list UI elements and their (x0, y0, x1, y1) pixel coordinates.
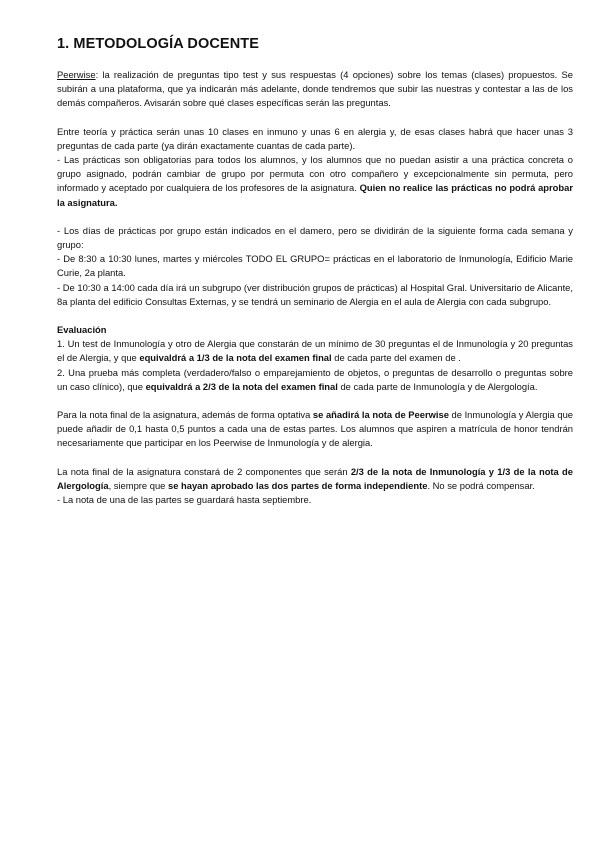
evaluacion-item-2 (57, 366, 573, 394)
teoria-paragraph: Entre teoría y práctica serán unas 10 clases en inmuno y unas 6 en alergia y, de esas clases habrá que hacer unas 3 preguntas de cada parte (ya dirán exactamente cuantas de cada parte). (57, 125, 573, 151)
nota-final-paragraph (57, 465, 573, 493)
page-title: 1. METODOLOGÍA DOCENTE (57, 36, 259, 52)
evaluacion-heading (57, 323, 573, 337)
document-page (57, 36, 573, 507)
practicas-paragraph (57, 153, 573, 210)
nota-peerwise-a: Para la nota final de la asignatura, además de forma optativa (57, 409, 313, 421)
nota-final-a: La nota final de la asignatura constará de 2 componentes que serán (57, 465, 351, 477)
peerwise-paragraph (57, 68, 573, 111)
nota-final-septiembre: - La nota de una de las partes se guardará hasta septiembre. (57, 494, 312, 506)
nota-peerwise-b: se añadirá la nota de Peerwise (312, 409, 449, 421)
nota-final-b: 2/3 de la nota de Inmunología y 1/3 de la nota de Alergología (57, 465, 573, 491)
evaluacion-item-1-c: de cada parte del examen de . (331, 352, 461, 364)
nota-peerwise-c: de Inmunología y Alergia que puede añadir de 0,1 hasta 0,5 puntos a cada una de estas partes. Los alumnos que aspiren a matrícula de honor tendrán necesariamente que participar en los Peerwise de Inmunología y de alergia. (57, 409, 573, 449)
dias-intro: - Los días de prácticas por grupo están indicados en el damero, pero se dividirán de la siguiente forma cada semana y grupo: (57, 224, 573, 251)
dias-line-2: - De 10:30 a 14:00 cada día irá un subgrupo (ver distribución grupos de prácticas) al Hospital Gral. Universitario de Alicante, 8a planta del edificio Consultas Externas, y se tendrá un seminario de Alergia en el aula de Alergia con cada subgrupo. (57, 281, 573, 307)
nota-final-d: se hayan aprobado las dos partes de forma independiente (167, 479, 428, 491)
nota-peerwise-paragraph (57, 408, 573, 451)
evaluacion-item-1 (57, 337, 573, 365)
evaluacion-item-1-b: equivaldrá a 1/3 de la nota del examen final (139, 352, 332, 364)
evaluacion-item-2-b: equivaldrá a 2/3 de la nota del examen final (145, 380, 338, 392)
evaluacion-item-2-a: 2. Una prueba más completa (verdadero/falso o emparejamiento de objetos, o preguntas de desarrollo o preguntas sobre un caso clínico), que (57, 366, 573, 392)
nota-final-c: , siempre que (108, 479, 168, 491)
practicas-bold: Quien no realice las prácticas no podrá aprobar la asignatura. (57, 182, 573, 208)
practicas-text: - Las prácticas son obligatorias para todos los alumnos, y los alumnos que no puedan asistir a una práctica concreta o grupo asignado, podrán cambiar de grupo por permuta con otro compañero y excepcionalmente sin permuta, pero informado y aceptado por cualquiera de los profesores de la asignatura. (57, 154, 573, 194)
dias-line-1: - De 8:30 a 10:30 lunes, martes y miércoles TODO EL GRUPO= prácticas en el laboratorio de Inmunología, Edificio Marie Curie, 2a planta. (57, 253, 573, 279)
nota-final-e: . No se podrá compensar. (427, 479, 535, 491)
peerwise-label: Peerwise (57, 69, 96, 80)
peerwise-text: : la realización de preguntas tipo test y sus respuestas (4 opciones) sobre los temas (clases) propuestos. Se subirán a una plataforma, que ya indicarán más adelante, donde tendremos que subir las nuestras y contestar a las de los demás compañeros. Avisarán sobre qué clases específicas serán las preguntas. (57, 69, 573, 109)
evaluacion-item-1-a: 1. Un test de Inmunología y otro de Alergia que constarán de un mínimo de 30 preguntas el de Inmunología y 20 preguntas el de Alergia, y que (57, 338, 573, 364)
evaluacion-heading-text: Evaluación (57, 324, 107, 336)
evaluacion-item-2-c: de cada parte de Inmunología y de Alergología. (337, 380, 538, 392)
